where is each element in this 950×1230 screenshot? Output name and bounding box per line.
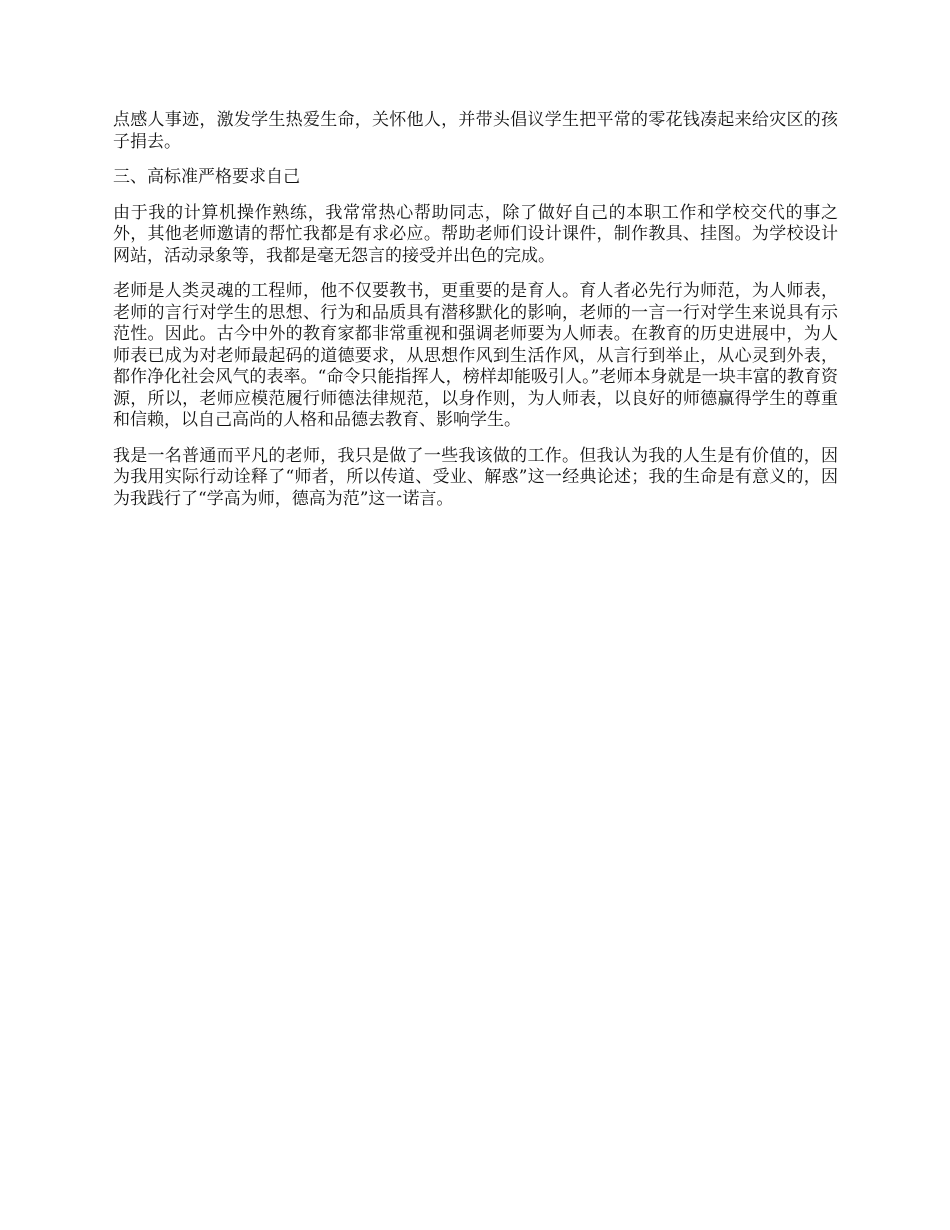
paragraph-disaster-donation: 点感人事迹，激发学生热爱生命，关怀他人，并带头倡议学生把平常的零花钱凑起来给灾区的孩子捐去。 [113, 110, 838, 152]
section-heading-three: 三、高标准严格要求自己 [113, 167, 300, 187]
document-page [113, 110, 838, 524]
paragraph-role-model: 老师是人类灵魂的工程师，他不仅要教书，更重要的是育人。育人者必先行为师范，为人师表，老师的言行对学生的思想、行为和品质具有潜移默化的影响，老师的一言一行对学生来说具有示范性。因此。古今中外的教育家都非常重视和强调老师要为人师表。在教育的历史进展中，为人师表已成为对老师最起码的道德要求，从思想作风到生活作风，从言行到举止，从心灵到外表，都作净化社会风气的表率。“命令只能指挥人，榜样却能吸引人。”老师本身就是一块丰富的教育资源，所以，老师应模范履行师德法律规范，以身作则，为人师表，以良好的师德赢得学生的尊重和信赖，以自己高尚的人格和品德去教育、影响学生。 [113, 281, 838, 430]
paragraph-conclusion: 我是一名普通而平凡的老师，我只是做了一些我该做的工作。但我认为我的人生是有价值的，因为我用实际行动诠释了“师者，所以传道、受业、解惑”这一经典论述；我的生命是有意义的，因为我践行了“学高为师，德高为范”这一诺言。 [113, 445, 838, 509]
paragraph-computer-help: 由于我的计算机操作熟练，我常常热心帮助同志，除了做好自己的本职工作和学校交代的事之外，其他老师邀请的帮忙我都是有求必应。帮助老师们设计课件，制作教具、挂图。为学校设计网站，活动录象等，我都是毫无怨言的接受并出色的完成。 [113, 202, 838, 266]
